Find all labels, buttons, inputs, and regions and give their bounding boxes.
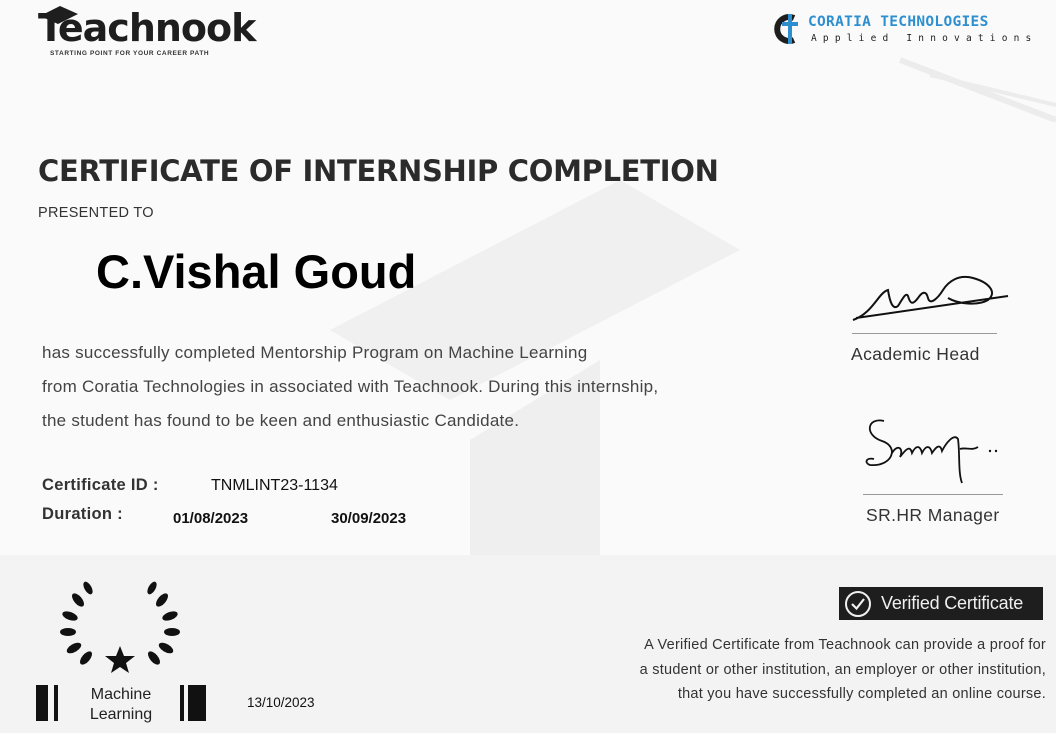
course-name-line-2: Learning <box>89 706 153 723</box>
verification-line-2: a student or other institution, an employer or other institution, <box>639 662 1046 678</box>
teachnook-tagline: STARTING POINT FOR YOUR CAREER PATH <box>50 50 210 57</box>
hr-manager-sign-line <box>863 494 1003 495</box>
academic-head-sign-line <box>852 333 997 334</box>
body-line-2: from Coratia Technologies in associated with Teachnook. During this internship, <box>42 377 659 396</box>
certificate-title: CERTIFICATE OF INTERNSHIP COMPLETION <box>38 154 719 188</box>
course-name-line-1: Machine <box>90 686 152 703</box>
coratia-name: CORATIA TECHNOLOGIES <box>808 14 989 30</box>
presented-to-label: PRESENTED TO <box>38 205 154 221</box>
duration-label: Duration : <box>42 505 123 523</box>
verified-certificate-label: Verified Certificate <box>881 593 1024 613</box>
certificate-id-label: Certificate ID : <box>42 476 159 494</box>
course-bar-right-thin <box>180 685 184 721</box>
coratia-logo-icon <box>772 12 806 46</box>
course-name <box>84 685 158 725</box>
hr-manager-signature <box>862 413 1012 491</box>
body-line-1: has successfully completed Mentorship Program on Machine Learning <box>42 343 588 362</box>
verified-certificate-badge <box>839 587 1043 620</box>
academic-head-signature <box>848 268 1013 328</box>
check-circle-icon <box>843 589 873 619</box>
academic-head-label: Academic Head <box>851 344 980 364</box>
course-bar-left-thin <box>54 685 58 721</box>
laurel-wreath-icon <box>58 578 182 674</box>
teachnook-logo: Teachnook <box>38 6 256 50</box>
course-bar-left-thick <box>36 685 48 721</box>
hr-manager-label: SR.HR Manager <box>866 505 1000 525</box>
recipient-name: C.Vishal Goud <box>96 245 417 298</box>
duration-end-date: 30/09/2023 <box>331 510 407 527</box>
certificate-id-value: TNMLINT23-1134 <box>211 477 338 494</box>
verification-line-3: that you have successfully completed an online course. <box>677 686 1046 702</box>
issue-date: 13/10/2023 <box>247 695 315 710</box>
coratia-tagline: Applied Innovations <box>811 33 1038 44</box>
duration-start-date: 01/08/2023 <box>173 510 249 527</box>
course-bar-right-thick <box>188 685 206 721</box>
body-line-3: the student has found to be keen and enthusiastic Candidate. <box>42 411 520 430</box>
verification-line-1: A Verified Certificate from Teachnook can provide a proof for <box>644 637 1046 653</box>
